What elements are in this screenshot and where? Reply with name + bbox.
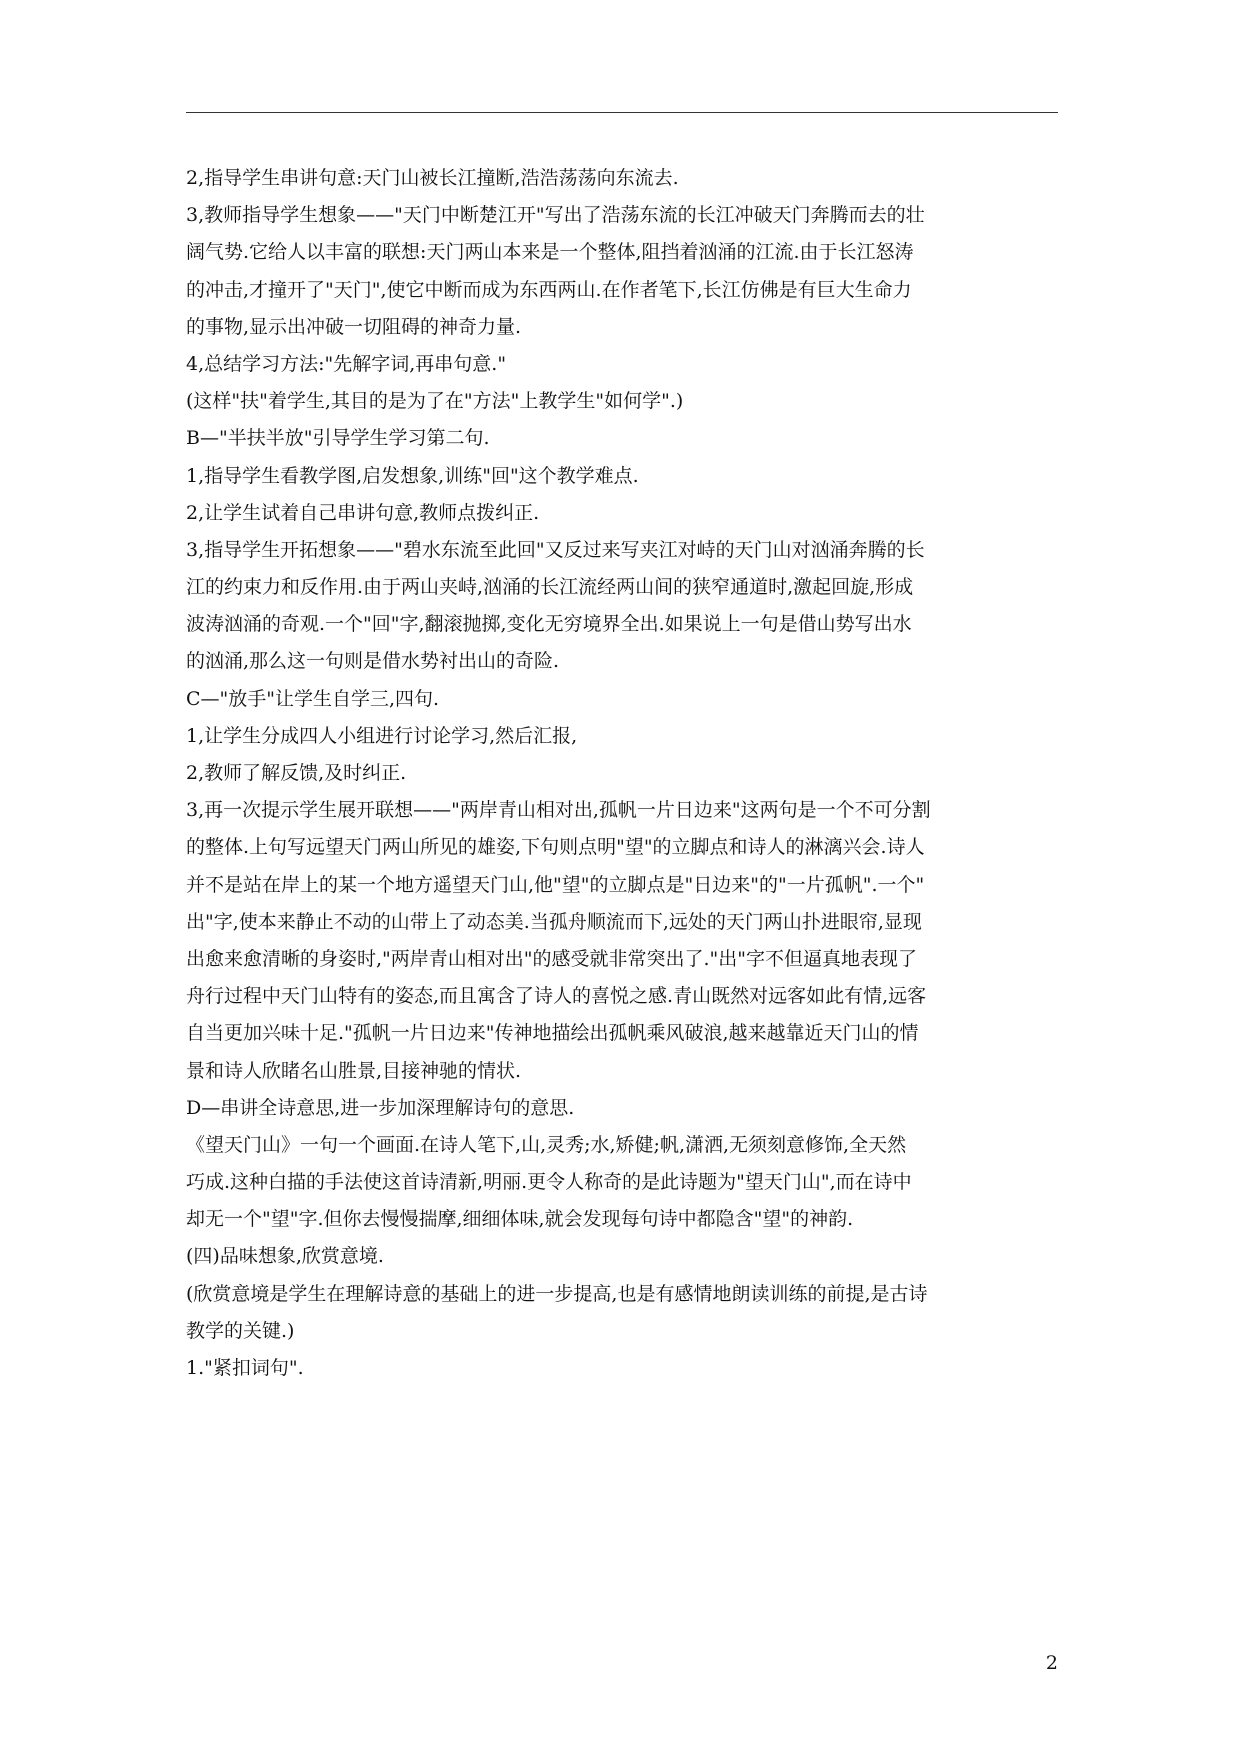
page-number: 2: [1045, 1652, 1058, 1674]
text-line: 出"字,使本来静止不动的山带上了动态美.当孤舟顺流而下,远处的天门两山扑进眼帘,显现: [186, 910, 922, 933]
text-line: 2,教师了解反馈,及时纠正.: [186, 762, 407, 784]
text-line: 3,教师指导学生想象——"天门中断楚江开"写出了浩荡东流的长江冲破天门奔腾而去的壮: [186, 204, 925, 227]
text-line: 教学的关键.): [186, 1319, 295, 1342]
text-line: 巧成.这种白描的手法使这首诗清新,明丽.更令人称奇的是此诗题为"望天门山",而在诗中: [186, 1171, 912, 1194]
text-line: 的冲击,才撞开了"天门",使它中断而成为东西两山.在作者笔下,长江仿佛是有巨大生命力: [186, 278, 912, 301]
text-line: 3,指导学生开拓想象——"碧水东流至此回"又反过来写夹江对峙的天门山对汹涌奔腾的长: [186, 538, 925, 561]
text-line: B—"半扶半放"引导学生学习第二句.: [186, 427, 490, 450]
text-line: 1,让学生分成四人小组进行讨论学习,然后汇报,: [186, 724, 578, 747]
text-line: 自当更加兴味十足."孤帆一片日边来"传神地描绘出孤帆乘风破浪,越来越靠近天门山的情: [186, 1022, 919, 1045]
text-line: 2,指导学生串讲句意:天门山被长江撞断,浩浩荡荡向东流去.: [186, 167, 679, 189]
text-line: 的汹涌,那么这一句则是借水势衬出山的奇险.: [186, 650, 560, 673]
text-line: 的事物,显示出冲破一切阻碍的神奇力量.: [186, 315, 522, 338]
text-line: (这样"扶"着学生,其目的是为了在"方法"上教学生"如何学".): [186, 390, 684, 413]
text-line: 却无一个"望"字.但你去慢慢揣摩,细细体味,就会发现每句诗中都隐含"望"的神韵.: [186, 1208, 854, 1231]
text-line: C—"放手"让学生自学三,四句.: [186, 687, 440, 710]
text-line: D—串讲全诗意思,进一步加深理解诗句的意思.: [186, 1096, 575, 1119]
text-line: 出愈来愈清晰的身姿时,"两岸青山相对出"的感受就非常突出了."出"字不但逼真地表现了: [186, 947, 918, 970]
text-line: (欣赏意境是学生在理解诗意的基础上的进一步提高,也是有感情地朗读训练的前提,是古诗: [186, 1282, 928, 1305]
text-line: (四)品味想象,欣赏意境.: [186, 1245, 384, 1268]
text-line: 江的约束力和反作用.由于两山夹峙,汹涌的长江流经两山间的狭窄通道时,激起回旋,形成: [186, 576, 914, 599]
text-line: 3,再一次提示学生展开联想——"两岸青山相对出,孤帆一片日边来"这两句是一个不可分割: [186, 799, 931, 822]
text-line: 4,总结学习方法:"先解字词,再串句意.": [186, 352, 507, 375]
text-line: 阔气势.它给人以丰富的联想:天门两山本来是一个整体,阻挡着汹涌的江流.由于长江怒涛: [186, 241, 914, 264]
text-line: 舟行过程中天门山特有的姿态,而且寓含了诗人的喜悦之感.青山既然对远客如此有情,远客: [186, 985, 927, 1008]
text-line: 并不是站在岸上的某一个地方遥望天门山,他"望"的立脚点是"日边来"的"一片孤帆".一个": [186, 873, 925, 896]
header-rule: [186, 112, 1058, 113]
text-line: 《望天门山》一句一个画面.在诗人笔下,山,灵秀;水,矫健;帆,潇洒,无须刻意修饰,全天然: [186, 1133, 907, 1156]
text-line: 景和诗人欣睹名山胜景,目接神驰的情状.: [186, 1059, 522, 1082]
document-body: [186, 160, 1058, 1387]
text-line: 波涛汹涌的奇观.一个"回"字,翻滚抛掷,变化无穷境界全出.如果说上一句是借山势写出水: [186, 613, 912, 636]
text-line: 1,指导学生看教学图,启发想象,训练"回"这个教学难点.: [186, 464, 639, 487]
text-line: 的整体.上句写远望天门两山所见的雄姿,下句则点明"望"的立脚点和诗人的淋漓兴会.诗人: [186, 836, 925, 859]
text-line: 1."紧扣词句".: [186, 1357, 304, 1379]
text-line: 2,让学生试着自己串讲句意,教师点拨纠正.: [186, 501, 540, 524]
